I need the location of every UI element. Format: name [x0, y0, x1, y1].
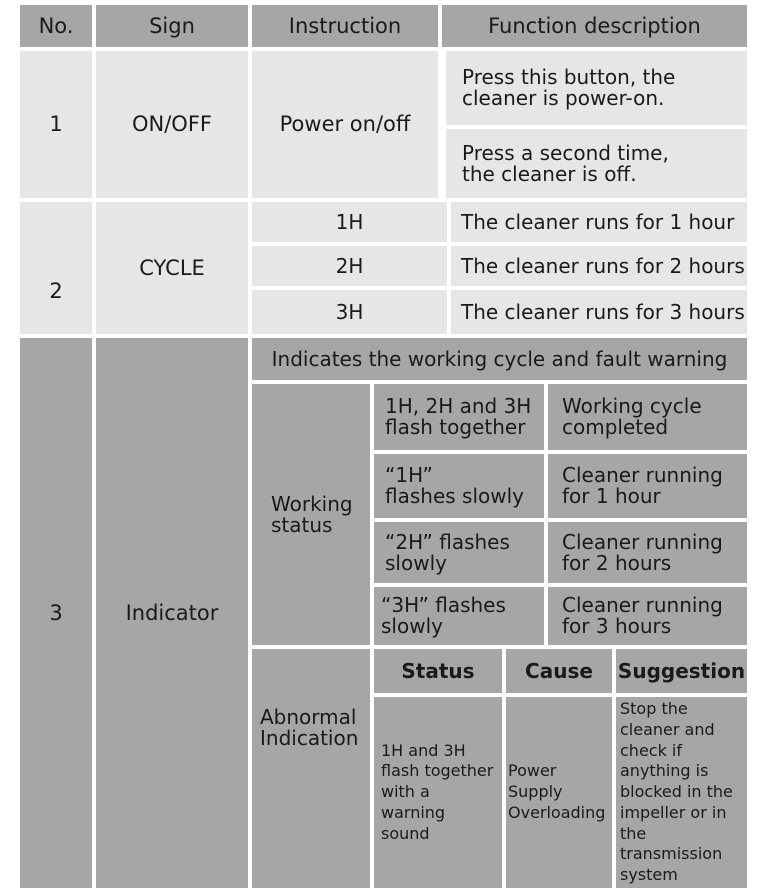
row3-summary: Indicates the working cycle and fault warning	[252, 338, 747, 380]
abnormal-header-cause: Cause	[506, 649, 612, 693]
working-status-2: “1H” flashes slowly	[374, 454, 544, 518]
header-function: Function description	[442, 5, 747, 47]
row3-sign: Indicator	[96, 338, 248, 888]
row1-sign: ON/OFF	[96, 51, 248, 198]
row1-desc-off: Press a second time, the cleaner is off.	[446, 129, 747, 198]
working-desc-4: Cleaner running for 3 hours	[548, 587, 747, 645]
row2-desc-2h: The cleaner runs for 2 hours	[451, 246, 747, 286]
row2-no: 2	[20, 202, 92, 334]
row2-sign: CYCLE	[96, 202, 248, 334]
row1-no: 1	[20, 51, 92, 198]
row2-instruction-2h: 2H	[252, 246, 447, 286]
header-sign: Sign	[96, 5, 248, 47]
row2-instruction-3h: 3H	[252, 290, 447, 334]
abnormal-status: 1H and 3H flash together with a warning sound	[374, 697, 502, 888]
row1-desc-on: Press this button, the cleaner is power-on.	[446, 51, 747, 125]
abnormal-indication-label: Abnormal Indication	[252, 649, 370, 888]
row2-desc-3h: The cleaner runs for 3 hours	[451, 290, 747, 334]
abnormal-cause: Power Supply Overloading	[506, 697, 612, 888]
abnormal-header-suggestion: Suggestion	[616, 649, 747, 693]
header-no: No.	[20, 5, 92, 47]
working-desc-2: Cleaner running for 1 hour	[548, 454, 747, 518]
row2-instruction-1h: 1H	[252, 202, 447, 242]
working-status-label: Working status	[252, 384, 370, 645]
row3-no: 3	[20, 338, 92, 888]
header-instruction: Instruction	[252, 5, 438, 47]
working-status-4: “3H” flashes slowly	[374, 587, 544, 645]
working-status-1: 1H, 2H and 3H flash together	[374, 384, 544, 450]
abnormal-suggestion: Stop the cleaner and check if anything is blocked in the impeller or in the transmission system	[616, 697, 747, 888]
working-status-3: “2H” flashes slowly	[374, 522, 544, 583]
row1-instruction: Power on/off	[252, 51, 438, 198]
abnormal-header-status: Status	[374, 649, 502, 693]
row2-desc-1h: The cleaner runs for 1 hour	[451, 202, 747, 242]
working-desc-1: Working cycle completed	[548, 384, 747, 450]
working-desc-3: Cleaner running for 2 hours	[548, 522, 747, 583]
